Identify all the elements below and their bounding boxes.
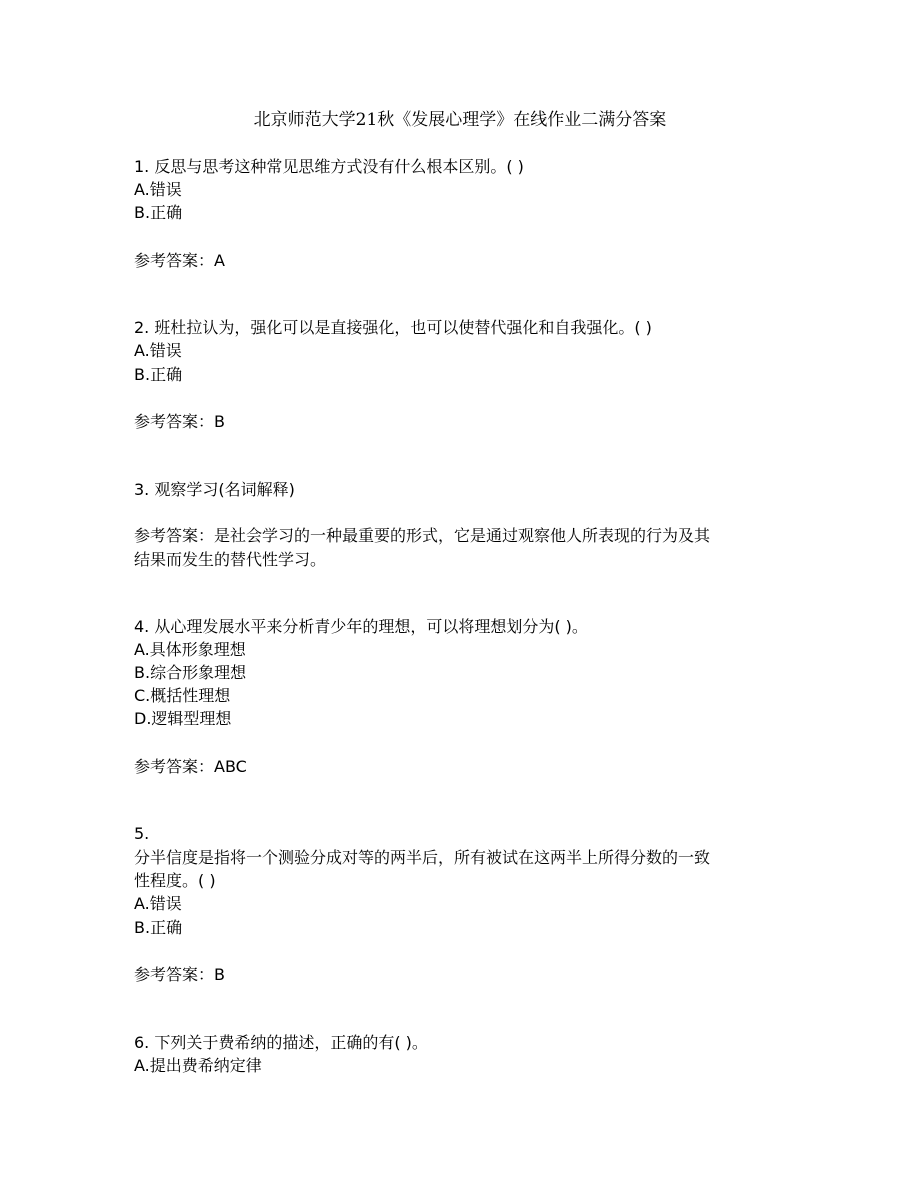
question-2-option-b: B.正确	[134, 365, 183, 384]
question-4-stem: 4. 从心理发展水平来分析青少年的理想，可以将理想划分为( )。	[134, 617, 588, 636]
question-5-option-a: A.错误	[134, 894, 182, 913]
question-6-option-a: A.提出费希纳定律	[134, 1056, 262, 1075]
question-1-answer: 参考答案：A	[134, 251, 225, 270]
question-5-option-b: B.正确	[134, 918, 183, 937]
document-title: 北京师范大学21秋《发展心理学》在线作业二满分答案	[253, 110, 667, 130]
question-3-answer-line-1: 参考答案：是社会学习的一种最重要的形式，它是通过观察他人所表现的行为及其	[134, 526, 711, 545]
question-5-stem-line-2: 性程度。( )	[134, 871, 216, 890]
question-2-option-a: A.错误	[134, 341, 182, 360]
question-3-answer-line-2: 结果而发生的替代性学习。	[134, 550, 327, 569]
question-6-stem: 6. 下列关于费希纳的描述，正确的有( )。	[134, 1033, 428, 1052]
question-1-stem: 1. 反思与思考这种常见思维方式没有什么根本区别。( )	[134, 157, 524, 176]
question-4-option-d: D.逻辑型理想	[134, 709, 232, 728]
question-4-option-c: C.概括性理想	[134, 686, 231, 705]
question-4-option-b: B.综合形象理想	[134, 663, 247, 682]
question-3-stem: 3. 观察学习(名词解释)	[134, 480, 295, 499]
question-5-stem-line-1: 分半信度是指将一个测验分成对等的两半后，所有被试在这两半上所得分数的一致	[134, 848, 711, 867]
question-4-answer: 参考答案：ABC	[134, 757, 247, 776]
question-1-option-a: A.错误	[134, 180, 182, 199]
question-2-answer: 参考答案：B	[134, 412, 225, 431]
question-5-answer: 参考答案：B	[134, 965, 225, 984]
question-5-number: 5.	[134, 824, 150, 843]
question-4-option-a: A.具体形象理想	[134, 640, 246, 659]
question-2-stem: 2. 班杜拉认为，强化可以是直接强化，也可以使替代强化和自我强化。( )	[134, 318, 652, 337]
question-1-option-b: B.正确	[134, 203, 183, 222]
